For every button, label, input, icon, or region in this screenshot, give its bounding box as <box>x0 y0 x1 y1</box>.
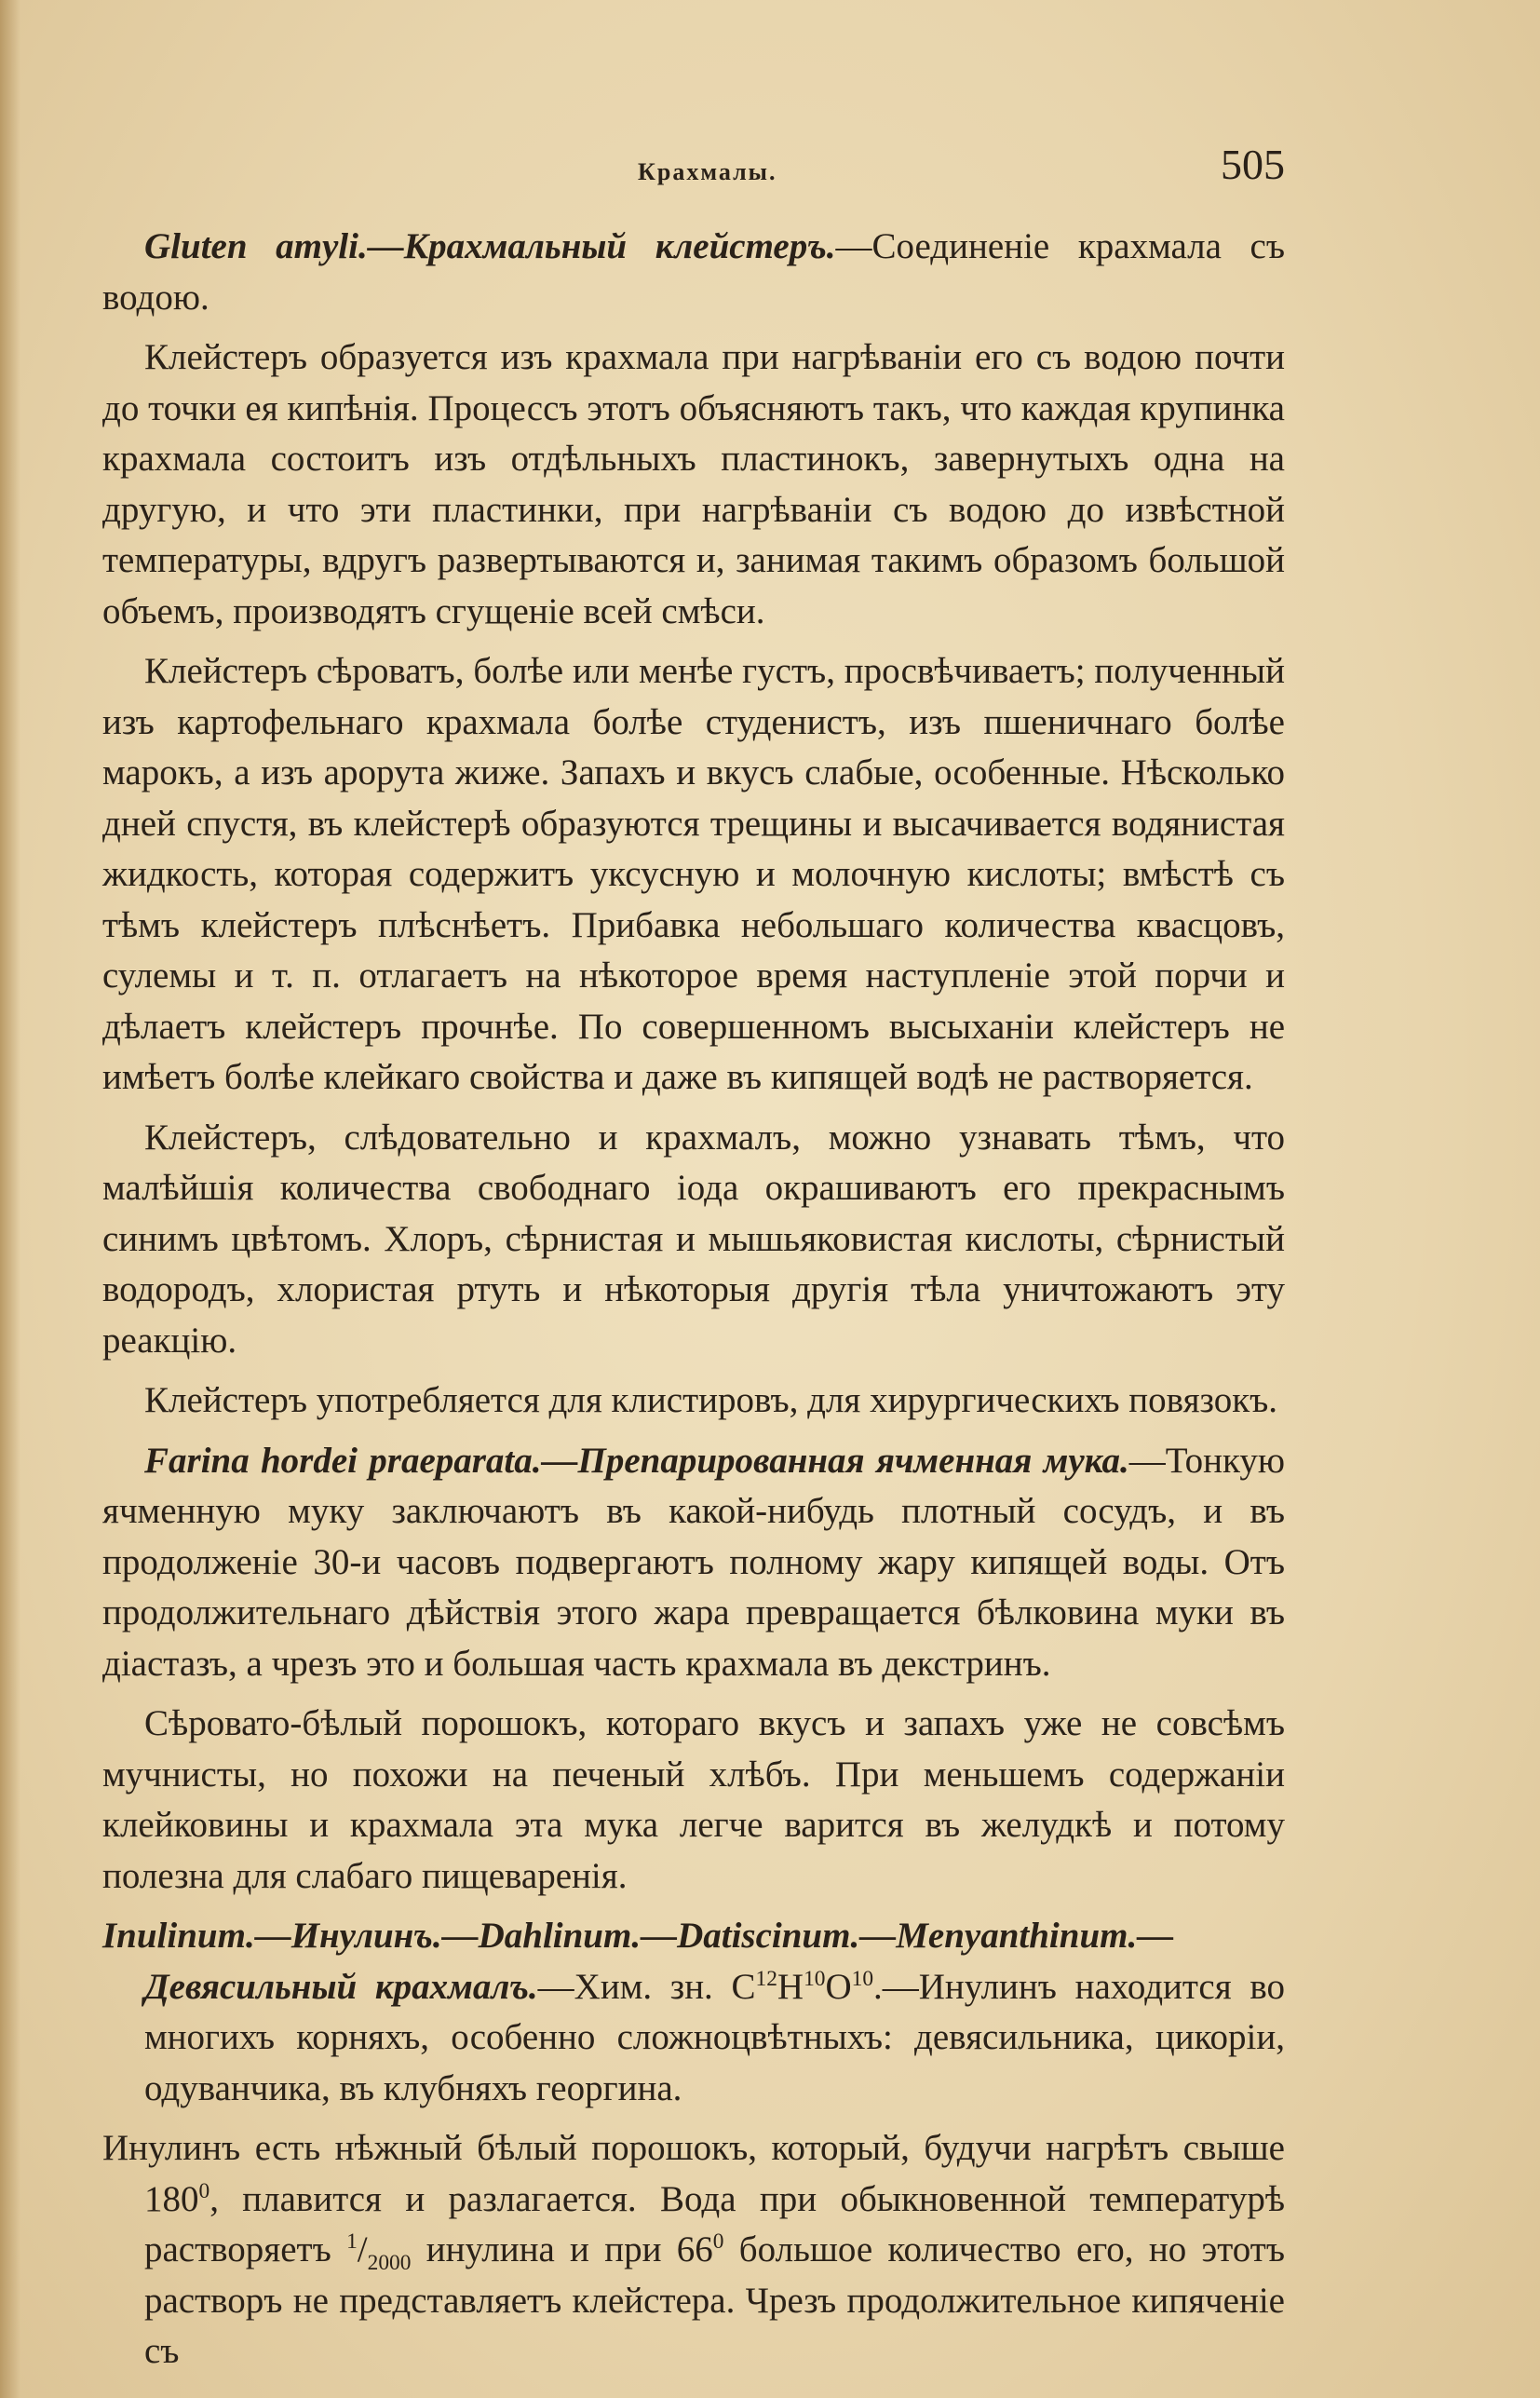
entry-gluten-amyli <box>102 222 1285 323</box>
paragraph-inulin-properties: Инулинъ есть нѣжный бѣлый порошокъ, который, будучи нагрѣтъ свыше $180^0$, плавится и разлагается. Вода при обыкновенной температурѣ растворяетъ $^1/_{2000}$ инулина и при $66^0$ большое количество его, но этотъ растворъ не представляетъ клейстера. Чрезъ продолжительное кипяченіе съ <box>102 2128 1285 2371</box>
formula-superscript: 10 <box>804 1966 826 1991</box>
entry-farina-hordei <box>102 1436 1285 1690</box>
paragraph: Клейстеръ сѣроватъ, болѣе или менѣе густъ, просвѣчиваетъ; полученный изъ картофельнаго крахмала болѣе студенистъ, изъ пшеничнаго болѣе марокъ, а изъ арорута жиже. Запахъ и вкусъ слабые, особенные. Нѣсколько дней спустя, въ клейстерѣ образуются трещины и высачивается водянистая жидкость, которая содержитъ уксусную и молочную кислоты; вмѣстѣ съ тѣмъ клейстеръ плѣснѣетъ. Прибавка небольшаго количества квасцовъ, сулемы и т. п. отлагаетъ на нѣкоторое время наступленіе этой порчи и дѣлаетъ клейстеръ прочнѣе. По совершенномъ высыханіи клейстеръ не имѣетъ болѣе клейкаго свойства и даже въ кипящей водѣ не растворяется. <box>102 651 1285 1097</box>
entry-text: H <box>777 1966 804 2007</box>
entry-text: O <box>825 1966 852 2007</box>
running-title: Крахмалы. <box>638 158 777 185</box>
paragraph: Клейстеръ образуется изъ крахмала при нагрѣваніи его съ водою почти до точки ея кипѣнія. Процессъ этотъ объясняютъ такъ, что каждая крупинка крахмала состоитъ изъ отдѣльныхъ пластинокъ, завернутыхъ одна на другую, и что эти пластинки, при нагрѣваніи съ водою до извѣстной температуры, вдругъ развертываются и, занимая такимъ образомъ большой объемъ, производятъ сгущеніе всей смѣси. <box>102 337 1285 631</box>
entry-term: Farina hordei praeparata.—Препарированная ячменная мука. <box>144 1440 1129 1481</box>
fraction-denominator: 2000 <box>367 2250 412 2275</box>
entry-text: —Тонкую ячменную муку заключаютъ въ какой-нибудь плотный сосудъ, и въ продолженіе 30-и часовъ подвергаютъ полному жару кипящей воды. Отъ продолжительнаго дѣйствія этого жара превращается бѣлковина муки въ діастазъ, а чрезъ это и большая часть крахмала въ декстринъ. <box>102 1440 1285 1684</box>
paragraph: Сѣровато-бѣлый порошокъ, котораго вкусъ и запахъ уже не совсѣмъ мучнисты, но похожи на печеный хлѣбъ. При меньшемъ содержаніи клейковины и крахмала эта мука легче варится въ желудкѣ и потому полезна для слабаго пищеваренія. <box>102 1703 1285 1896</box>
page-number: 505 <box>1221 141 1285 188</box>
degree-superscript: 0 <box>198 2178 210 2203</box>
body-text <box>102 222 1285 2387</box>
page-header <box>140 140 1285 196</box>
entry-inulinum <box>102 1911 1285 2114</box>
paragraph-text: большое количество его, но этотъ растворъ не представляетъ клейстера. Чрезъ продолжительное кипяченіе съ <box>144 2229 1285 2371</box>
paragraph-text: Инулинъ есть нѣжный бѣлый порошокъ, который, будучи нагрѣтъ свыше 180 <box>102 2128 1285 2219</box>
entry-text: .—Инулинъ находится во многихъ корняхъ, особенно сложноцвѣтныхъ: девясильника, цикоріи, одуванчика, въ клубняхъ георгина. <box>144 1966 1285 2108</box>
entry-term: Inulinum.—Инулинъ.—Dahlinum.—Datiscinum.—Menyanthinum.—Девясильный крахмалъ. <box>102 1916 1174 2007</box>
formula-superscript: 12 <box>755 1966 777 1991</box>
entry-text: —Соединеніе крахмала съ водою. <box>102 226 1285 318</box>
paragraph: Клейстеръ употребляется для клистировъ, для хирургическихъ повязокъ. <box>144 1380 1278 1420</box>
paragraph: Клейстеръ, слѣдовательно и крахмалъ, можно узнавать тѣмъ, что малѣйшія количества свободнаго іода окрашиваютъ его прекраснымъ синимъ цвѣтомъ. Хлоръ, сѣрнистая и мышьяковистая кислоты, сѣрнистый водородъ, хлористая ртуть и нѣкоторыя другія тѣла уничтожаютъ эту реакцію. <box>102 1117 1285 1361</box>
degree-superscript: 0 <box>712 2229 724 2254</box>
page-binding-edge <box>0 0 20 2398</box>
fraction-numerator: 1 <box>346 2229 358 2254</box>
paragraph-text: , плавится и разлагается. Вода при обыкновенной температурѣ растворяетъ <box>144 2178 1285 2269</box>
entry-text: —Хим. зн. C <box>537 1966 756 2007</box>
entry-term: Gluten amyli.—Крахмальный клейстеръ. <box>144 226 836 266</box>
formula-superscript: 10 <box>851 1966 874 1991</box>
paragraph-text: инулина и при 66 <box>411 2229 713 2269</box>
